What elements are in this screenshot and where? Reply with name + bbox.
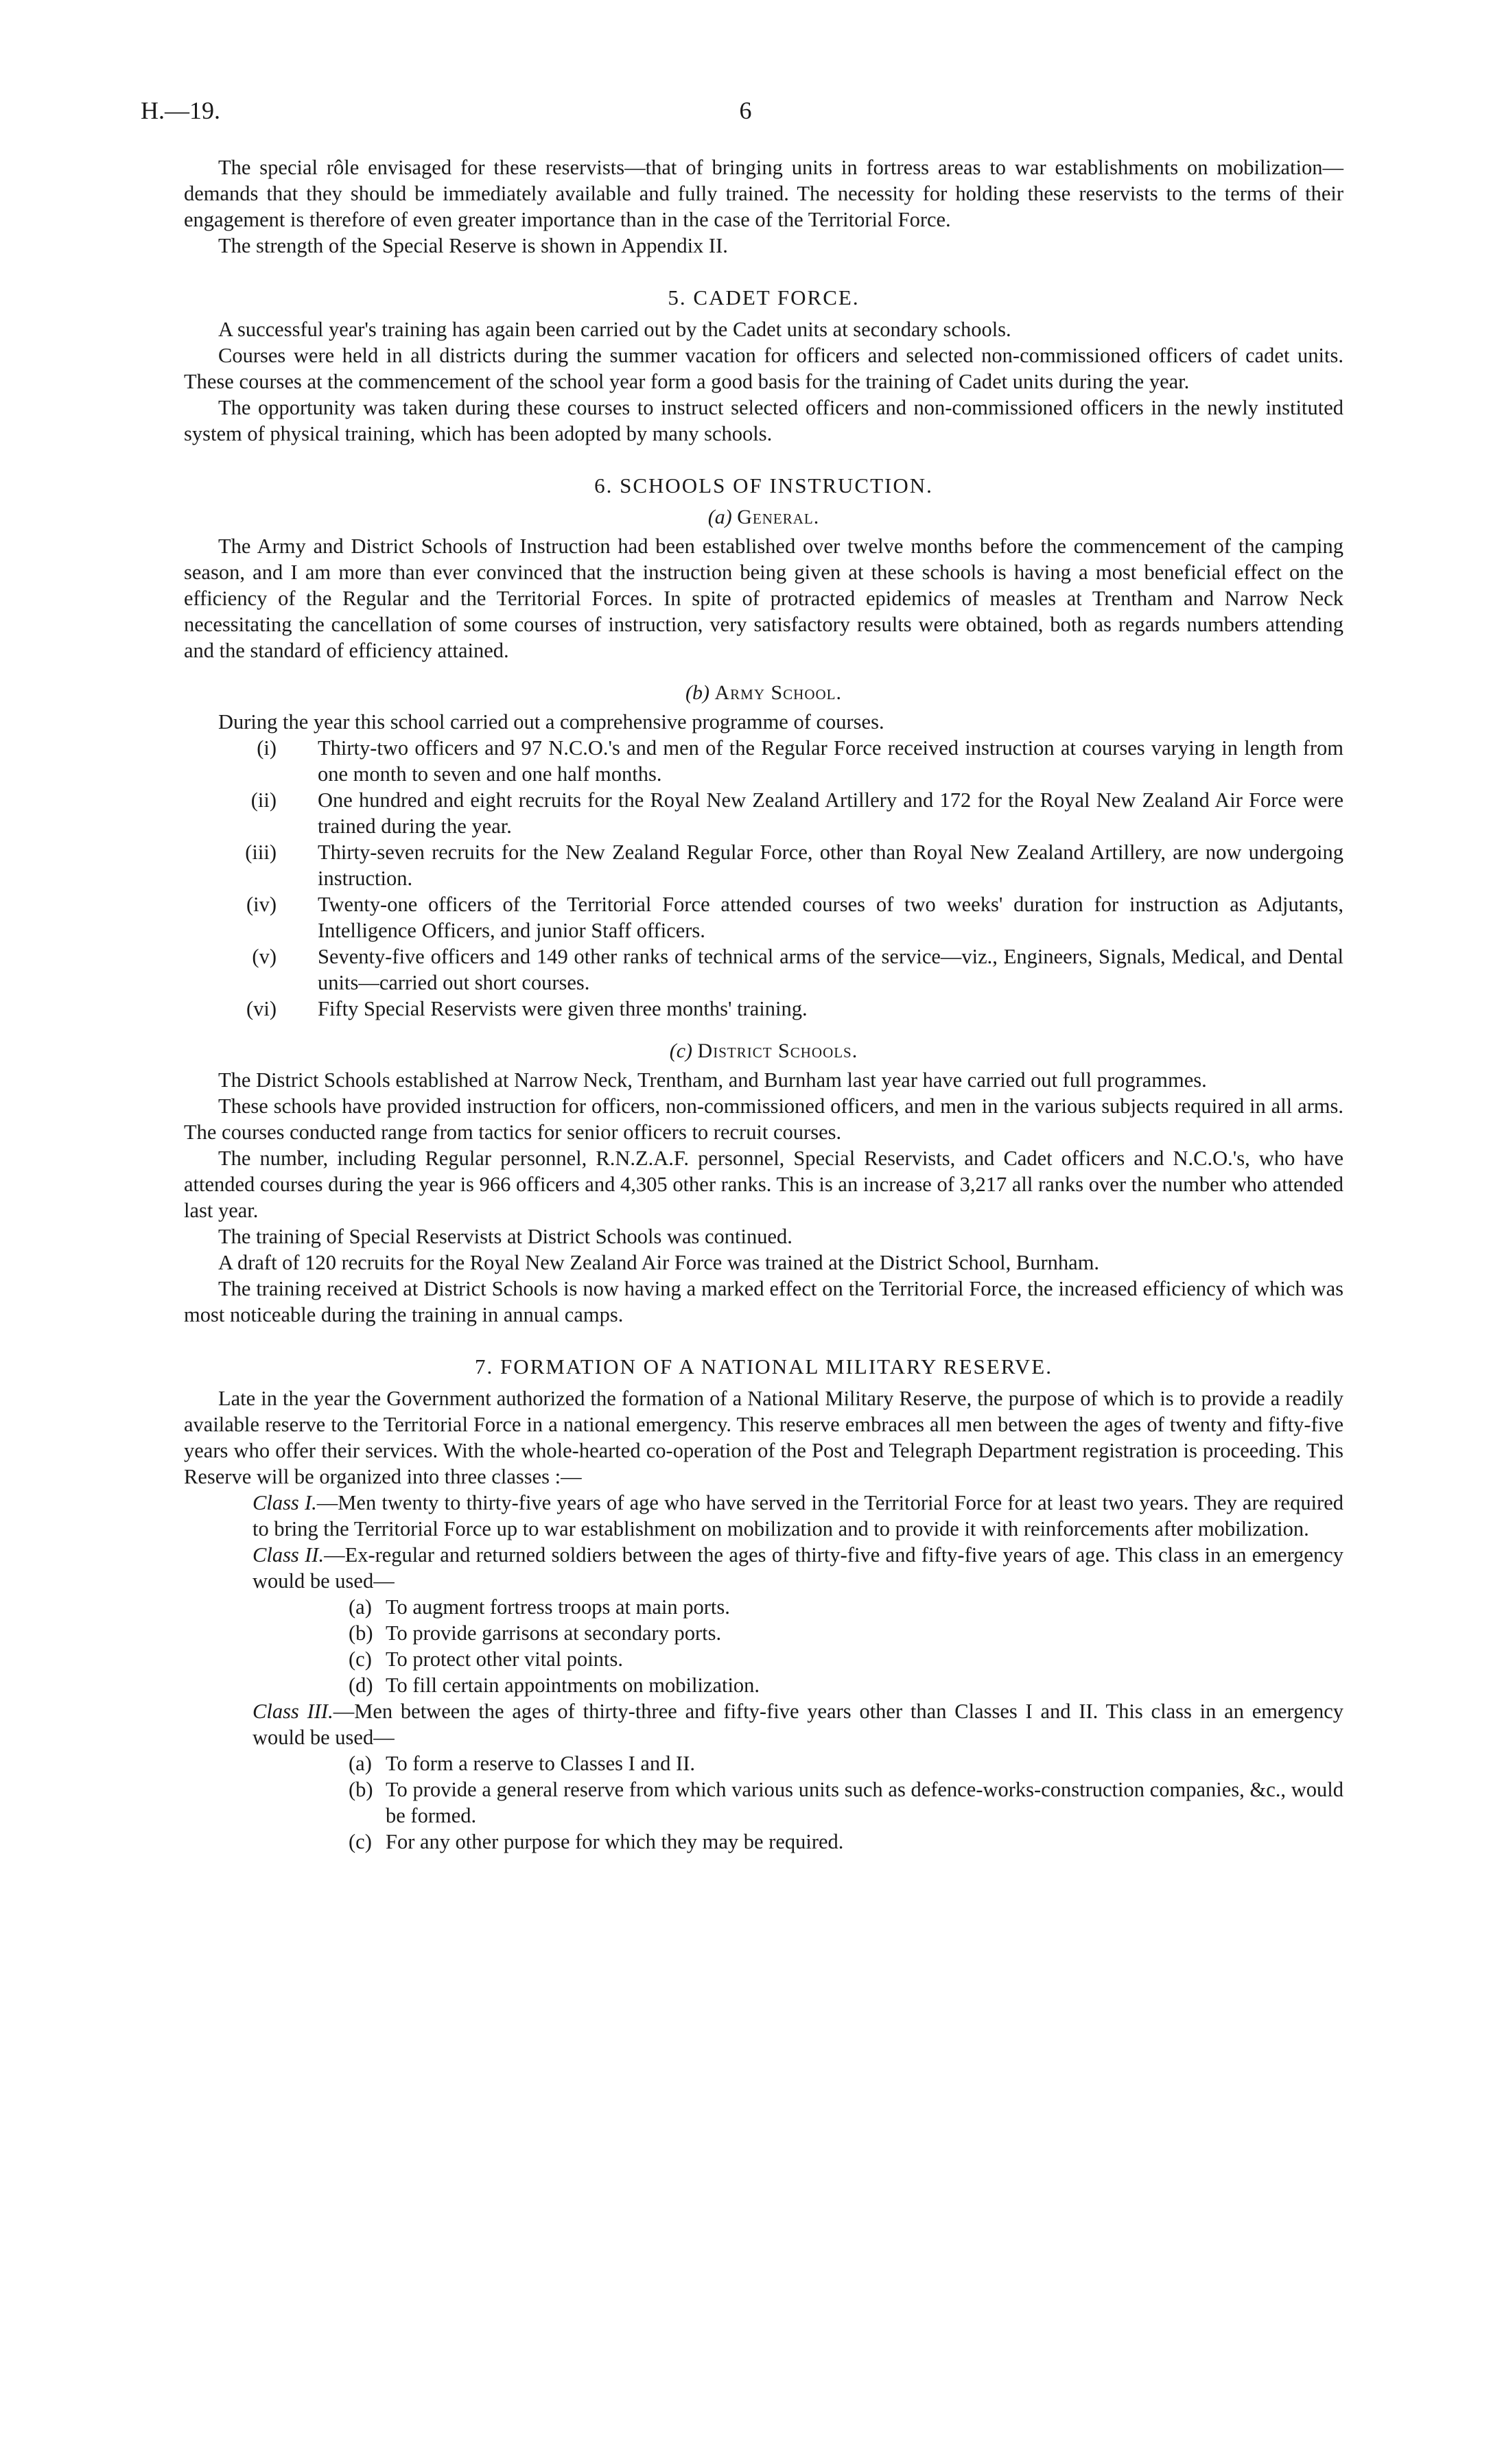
list-item-number: (v): [252, 945, 277, 968]
list-item-text: Fifty Special Reservists were given three months' training.: [318, 997, 808, 1020]
list-item: [184, 735, 1343, 787]
list-item-number: (iv): [246, 893, 277, 916]
reserve-class-2: [184, 1542, 1343, 1594]
reserve-paragraph: Late in the year the Government authorized the formation of a National Military Reserve, the purpose of which is to provide a readily available reserve to the Territorial Force in a national emergency. This reserve embraces all men between the ages of twenty and fifty-five years who offer their services. With the whole-hearted co-operation of the Post and Telegraph Department registration is proceeding. This Reserve will be organized into three classes :—: [184, 1387, 1343, 1488]
subheading-general: [184, 504, 1343, 530]
section-title-national-military-reserve: 7. FORMATION OF A NATIONAL MILITARY RESERVE.: [475, 1354, 1053, 1378]
special-reserve-strength-paragraph: The strength of the Special Reserve is shown in Appendix II.: [218, 234, 728, 257]
list-item: [184, 839, 1343, 891]
subheading-district-schools: [184, 1038, 1343, 1064]
special-reserve-paragraph: The special rôle envisaged for these reservists—that of bringing units in fortress areas to war establishments on mobilization—demands that they should be immediately available and fully trained. The necessity for holding these reservists to the terms of their engagement is therefore of even greater importance than in the case of the Territorial Force.: [184, 156, 1343, 231]
list-item-text: One hundred and eight recruits for the Royal New Zealand Artillery and 172 for the Royal New Zealand Air Force were trained during the year.: [318, 788, 1343, 838]
subheading-army-school: [184, 680, 1343, 706]
list-item-text: Thirty-seven recruits for the New Zealand Regular Force, other than Royal New Zealand Artillery, are now undergoing instruction.: [318, 841, 1343, 890]
class-label: Class I.: [253, 1491, 317, 1514]
subheading-letter: (c): [669, 1040, 693, 1062]
list-item-number: (c): [349, 1830, 372, 1853]
list-item-number: (iii): [245, 841, 277, 864]
list-item-number: (b): [349, 1778, 373, 1801]
list-item: [349, 1620, 1343, 1646]
page-number: 6: [739, 97, 752, 124]
general-paragraph: The Army and District Schools of Instruction had been established over twelve months before the commencement of the camping season, and I am more than ever convinced that the instruction being given at these schools is having a most beneficial effect on the efficiency of the Regular and the Territorial Forces. In spite of protracted epidemics of measles at Trentham and Narrow Neck necessitating the cancellation of some courses of instruction, very satisfactory results were obtained, both as regards numbers attending and the standard of efficiency attained.: [184, 535, 1343, 662]
list-item-text: Seventy-five officers and 149 other ranks of technical arms of the service—viz., Engineers, Signals, Medical, and Dental units—carried out short courses.: [318, 945, 1343, 994]
army-school-intro: During the year this school carried out a comprehensive programme of courses.: [218, 710, 884, 734]
list-item-number: (c): [349, 1647, 372, 1671]
class-text: —Men twenty to thirty-five years of age who have served in the Territorial Force for at least two years. They are required to bring the Territorial Force up to war establishment on mobilization and to provide it with reinforcements after mobilization.: [253, 1491, 1343, 1540]
subheading-letter: (b): [685, 681, 709, 704]
cadet-paragraph: The opportunity was taken during these courses to instruct selected officers and non-commissioned officers in the newly instituted system of physical training, which has been adopted by many schools.: [184, 396, 1343, 445]
army-school-list: [184, 735, 1343, 1022]
class-text: —Men between the ages of thirty-three and fifty-five years other than Classes I and II. This class in an emergency would be used—: [253, 1700, 1343, 1749]
list-item: [349, 1646, 1343, 1672]
list-item: [184, 891, 1343, 943]
subheading-text: General.: [737, 506, 820, 528]
list-item: [349, 1750, 1343, 1776]
class-2-list: [184, 1594, 1343, 1698]
list-item: [349, 1829, 1343, 1855]
list-item: [349, 1594, 1343, 1620]
list-item: [184, 996, 1343, 1022]
section-title-schools-of-instruction: 6. SCHOOLS OF INSTRUCTION.: [594, 473, 933, 497]
reserve-class-1: [184, 1490, 1343, 1542]
subheading-letter: (a): [707, 506, 732, 528]
district-paragraph: The training received at District Schools is now having a marked effect on the Territorial Force, the increased efficiency of which was most noticeable during the training in annual camps.: [184, 1277, 1343, 1326]
list-item-number: (ii): [250, 788, 277, 812]
document-reference: H.—19.: [141, 97, 220, 124]
district-paragraph: The District Schools established at Narrow Neck, Trentham, and Burnham last year have carried out full programmes.: [218, 1068, 1207, 1092]
class-label: Class III.: [253, 1700, 333, 1723]
list-item-number: (b): [349, 1621, 373, 1645]
list-item-text: To provide garrisons at secondary ports.: [386, 1621, 722, 1645]
subheading-text: Army School.: [714, 681, 842, 704]
list-item-text: To fill certain appointments on mobilization.: [386, 1674, 760, 1697]
body-text: [184, 154, 1343, 1855]
reserve-class-3: [184, 1698, 1343, 1750]
list-item-number: (i): [257, 736, 277, 760]
list-item-text: To provide a general reserve from which various units such as defence-works-construction companies, &c., would be formed.: [386, 1778, 1343, 1827]
list-item-number: (a): [349, 1752, 372, 1775]
cadet-paragraph: A successful year's training has again been carried out by the Cadet units at secondary schools.: [218, 318, 1011, 341]
district-paragraph: These schools have provided instruction for officers, non-commissioned officers, and men in the various subjects required in all arms. The courses conducted range from tactics for senior officers to recruit courses.: [184, 1094, 1343, 1144]
district-paragraph: A draft of 120 recruits for the Royal New Zealand Air Force was trained at the District School, Burnham.: [218, 1251, 1100, 1274]
section-title-cadet-force: 5. CADET FORCE.: [668, 285, 860, 309]
list-item-text: To form a reserve to Classes I and II.: [386, 1752, 695, 1775]
list-item: [184, 787, 1343, 839]
list-item: [184, 943, 1343, 996]
list-item-text: To augment fortress troops at main ports.: [386, 1595, 730, 1619]
list-item-number: (vi): [246, 997, 277, 1020]
district-paragraph: The number, including Regular personnel, R.N.Z.A.F. personnel, Special Reservists, and Cadet officers and N.C.O.'s, who have attended courses during the year is 966 officers and 4,305 other ranks. This is an increase of 3,217 all ranks over the number who attended last year.: [184, 1147, 1343, 1222]
list-item: [349, 1672, 1343, 1698]
class-label: Class II.: [253, 1543, 325, 1567]
class-3-list: [184, 1750, 1343, 1855]
page-header: [141, 96, 1350, 130]
list-item-number: (a): [349, 1595, 372, 1619]
list-item-text: To protect other vital points.: [386, 1647, 623, 1671]
district-paragraph: The training of Special Reservists at District Schools was continued.: [218, 1225, 793, 1248]
list-item-text: Thirty-two officers and 97 N.C.O.'s and men of the Regular Force received instruction at courses varying in length from one month to seven and one half months.: [318, 736, 1343, 786]
cadet-paragraph: Courses were held in all districts during the summer vacation for officers and selected non-commissioned officers of cadet units. These courses at the commencement of the school year form a good basis for the training of Cadet units during the year.: [184, 344, 1343, 393]
subheading-text: District Schools.: [697, 1040, 858, 1062]
class-text: —Ex-regular and returned soldiers between the ages of thirty-five and fifty-five years of age. This class in an emergency would be used—: [253, 1543, 1343, 1593]
list-item-text: Twenty-one officers of the Territorial Force attended courses of two weeks' duration for instruction as Adjutants, Intelligence Officers, and junior Staff officers.: [318, 893, 1343, 942]
list-item: [349, 1776, 1343, 1829]
list-item-text: For any other purpose for which they may be required.: [386, 1830, 844, 1853]
list-item-number: (d): [349, 1674, 373, 1697]
